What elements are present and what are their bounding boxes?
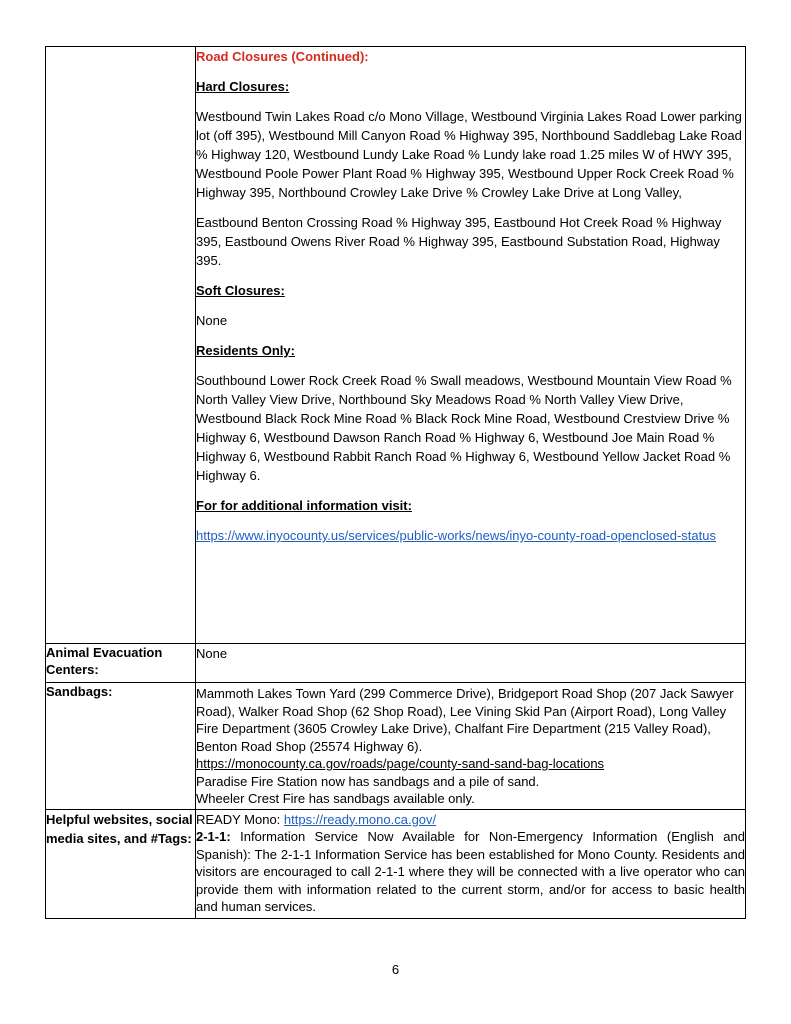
helpful-websites-content-cell — [196, 809, 746, 918]
animal-evacuation-label: Animal Evacuation Centers: — [46, 644, 196, 683]
hard-closures-paragraph-2: Eastbound Benton Crossing Road % Highway 395, Eastbound Hot Creek Road % Highway 395, Eastbound Owens River Road % Highway 395, Eastbound Substation Road, Highway 395. — [196, 215, 722, 268]
ready-mono-label: READY Mono: — [196, 811, 284, 827]
sandbags-content-cell — [196, 683, 746, 810]
soft-closures-heading: Soft Closures: — [196, 283, 285, 298]
sandbags-label: Sandbags: — [46, 683, 196, 810]
inyo-county-road-status-link[interactable]: https://www.inyocounty.us/services/public-works/news/inyo-county-road-openclosed-status — [196, 528, 716, 543]
soft-closures-value: None — [196, 313, 228, 328]
info-service-text: Information Service Now Available for Non-Emergency Information (English and Spanish): The 2-1-1 Information Service has been established for Mono County. Residents and visitors are encouraged to call 2-1-1 where they will be connected with a live operator who can provide them with information related to the current storm, and/or for access to basic health and human services. — [196, 829, 745, 914]
helpful-websites-label: Helpful websites, social media sites, and #Tags: — [46, 809, 196, 918]
sandbags-note-wheeler: Wheeler Crest Fire has sandbags available only. — [196, 791, 475, 806]
ready-mono-link[interactable]: https://ready.mono.ca.gov/ — [283, 811, 437, 827]
animal-evacuation-value: None — [196, 644, 746, 683]
road-closures-row — [46, 47, 746, 644]
road-closures-content-cell — [196, 47, 746, 644]
info-table — [45, 46, 746, 919]
sandbags-row — [46, 683, 746, 810]
page-number: 6 — [391, 962, 400, 977]
road-closures-label-cell — [46, 47, 196, 644]
info-service-paragraph — [196, 828, 745, 916]
animal-evacuation-row — [46, 644, 746, 683]
residents-only-heading: Residents Only: — [196, 343, 295, 358]
road-closures-heading: Road Closures (Continued): — [196, 49, 369, 64]
sandbags-locations-text: Mammoth Lakes Town Yard (299 Commerce Drive), Bridgeport Road Shop (207 Jack Sawyer Road), Walker Road Shop (62 Shop Road), Lee Vining Skid Pan (Airport Road), Long Valley Fire Department (3605 Crowley Lake Drive), Chalfant Fire Department (215 Valley Road), Benton Road Shop (25574 Highway 6). — [196, 686, 734, 754]
info-service-number: 2-1-1: — [196, 829, 231, 844]
sandbags-note-paradise: Paradise Fire Station now has sandbags and a pile of sand. — [196, 773, 540, 789]
residents-only-text: Southbound Lower Rock Creek Road % Swall meadows, Westbound Mountain View Road % North Valley View Drive, Northbound Sky Meadows Road % North Valley View Drive, Westbound Black Rock Mine Road % Black Rock Mine Road, Westbound Crestview Drive % Highway 6, Westbound Dawson Ranch Road % Highway 6, Westbound Joe Main Road % Highway 6, Westbound Rabbit Ranch Road % Highway 6, Westbound Yellow Jacket Road % Highway 6. — [196, 373, 732, 483]
helpful-websites-row — [46, 809, 746, 918]
hard-closures-paragraph-1: Westbound Twin Lakes Road c/o Mono Village, Westbound Virginia Lakes Road Lower parking lot (off 395), Westbound Mill Canyon Road % Highway 395, Northbound Saddlebag Lake Road % Highway 120, Westbound Lundy Lake Road % Lundy lake road 1.25 miles W of HWY 395, Westbound Poole Power Plant Road % Highway 395, Westbound Upper Rock Creek Road % Highway 395, Northbound Crowley Lake Drive % Crowley Lake Drive at Long Valley, — [196, 109, 742, 200]
hard-closures-heading: Hard Closures: — [196, 79, 290, 94]
additional-info-heading: For for additional information visit: — [196, 498, 412, 513]
sandbag-locations-link[interactable]: https://monocounty.ca.gov/roads/page/county-sand-sand-bag-locations — [196, 756, 605, 771]
